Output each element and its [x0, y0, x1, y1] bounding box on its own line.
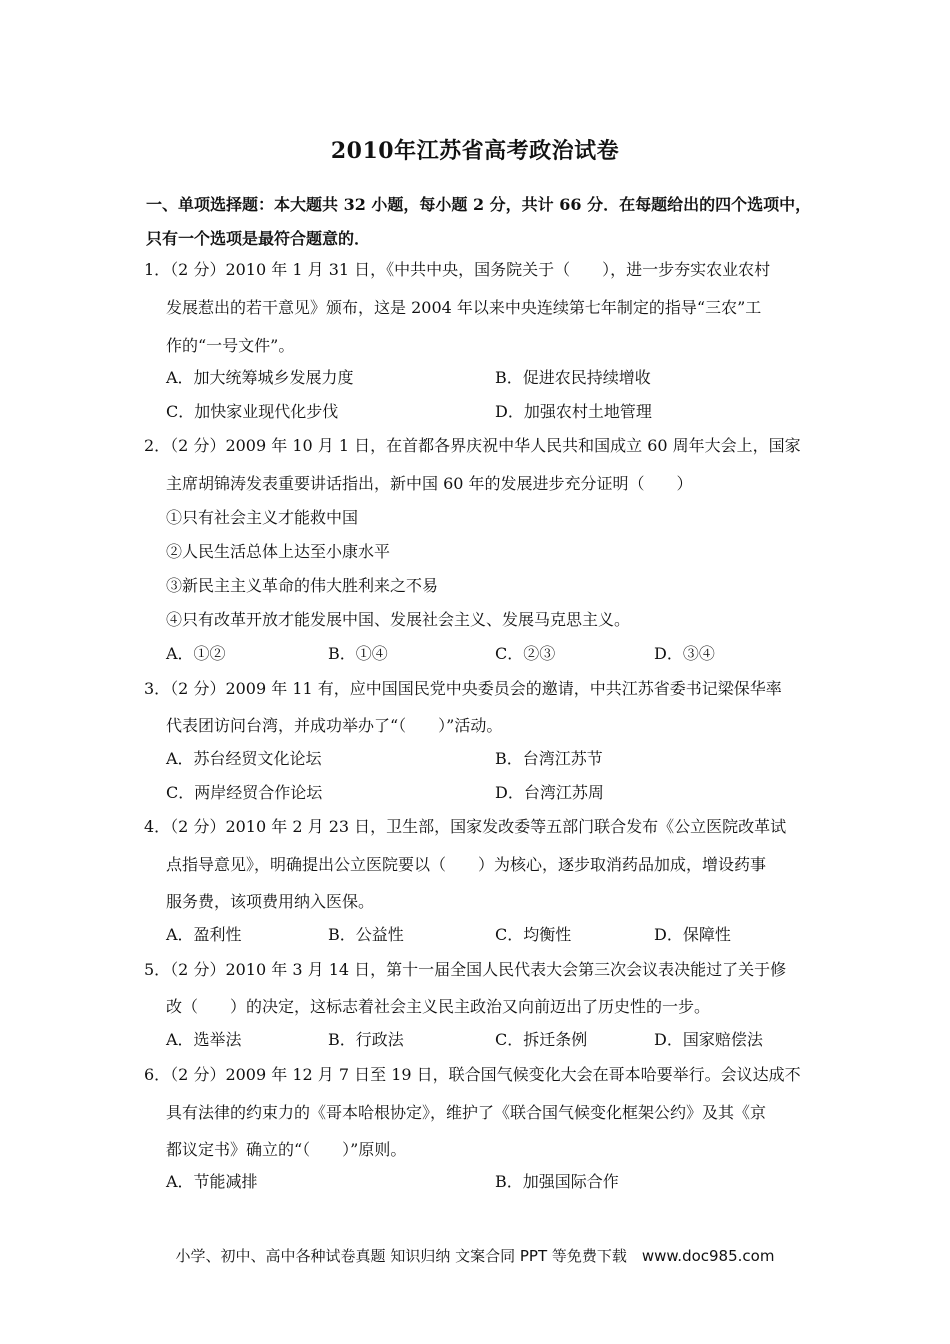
q4-line-3: 服务费，该项费用纳入医保。 [166, 892, 375, 911]
q2-statement-1: ①只有社会主义才能救中国 [166, 508, 359, 527]
q2-statement-3: ③新民主主义革命的伟大胜利来之不易 [166, 576, 439, 595]
q2-statement-4: ④只有改革开放才能发展中国、发展社会主义、发展马克思主义。 [166, 610, 631, 629]
q4-option-a: A．盈利性 [166, 925, 242, 944]
q4-option-c: C．均衡性 [495, 925, 572, 944]
q4-line-1: 4．（2 分）2010 年 2 月 23 日，卫生部，国家发改委等五部门联合发布《公立医院改革试 [144, 817, 787, 836]
q1-option-b: B．促进农民持续增收 [495, 368, 651, 387]
section-heading: 一、单项选择题：本大题共 32 小题，每小题 2 分，共计 66 分．在每题给出的四个选项中，只有一个选项是最符合题意的． [146, 195, 812, 248]
q2-option-a: A．①② [166, 644, 226, 663]
q6-option-b: B．加强国际合作 [495, 1172, 619, 1191]
q5-option-b: B．行政法 [328, 1030, 404, 1049]
q2-statement-2: ②人民生活总体上达至小康水平 [166, 542, 391, 561]
q4-line-2: 点指导意见》，明确提出公立医院要以（ ）为核心，逐步取消药品加成，增设药事 [166, 855, 767, 874]
q6-line-3: 都议定书》确立的“（ ）”原则。 [166, 1140, 407, 1159]
q3-option-d: D．台湾江苏周 [495, 783, 604, 802]
q1-line-3: 作的“一号文件”。 [166, 336, 295, 355]
q3-option-a: A．苏台经贸文化论坛 [166, 749, 322, 768]
q1-option-c: C．加快家业现代化步伐 [166, 402, 339, 421]
q5-option-a: A．选举法 [166, 1030, 242, 1049]
q5-line-2: 改（ ）的决定，这标志着社会主义民主政治又向前迈出了历史性的一步。 [166, 997, 711, 1016]
q3-option-b: B．台湾江苏节 [495, 749, 603, 768]
q6-line-1: 6．（2 分）2009 年 12 月 7 日至 19 日，联合国气候变化大会在哥本哈要举行。会议达成不 [144, 1065, 801, 1084]
q2-option-c: C．②③ [495, 644, 556, 663]
footer-text: 小学、初中、高中各种试卷真题 知识归纳 文案合同 PPT 等免费下载 www.doc985.com [175, 1247, 775, 1265]
q5-line-1: 5．（2 分）2010 年 3 月 14 日，第十一届全国人民代表大会第三次会议表决能过了关于修 [144, 960, 787, 979]
q3-option-c: C．两岸经贸合作论坛 [166, 783, 323, 802]
q4-option-b: B．公益性 [328, 925, 404, 944]
q1-line-1: 1．（2 分）2010 年 1 月 31 日，《中共中央，国务院关于（ ），进一步夯实农业农村 [144, 260, 771, 279]
q1-option-d: D．加强农村土地管理 [495, 402, 652, 421]
q5-option-d: D．国家赔偿法 [654, 1030, 763, 1049]
q6-line-2: 具有法律的约束力的《哥本哈根协定》，维护了《联合国气候变化框架公约》及其《京 [166, 1103, 767, 1122]
q2-line-1: 2．（2 分）2009 年 10 月 1 日，在首都各界庆祝中华人民共和国成立 60 周年大会上，国家 [144, 436, 801, 455]
q5-option-c: C．拆迁条例 [495, 1030, 588, 1049]
q2-option-b: B．①④ [328, 644, 388, 663]
q3-line-1: 3．（2 分）2009 年 11 有，应中国国民党中央委员会的邀请，中共江苏省委书记梁保华率 [144, 679, 782, 698]
q4-option-d: D．保障性 [654, 925, 731, 944]
q1-option-a: A．加大统筹城乡发展力度 [166, 368, 354, 387]
q6-option-a: A．节能减排 [166, 1172, 258, 1191]
q3-line-2: 代表团访问台湾，并成功举办了“（ ）”活动。 [166, 716, 503, 735]
page-title: 2010年江苏省高考政治试卷 [330, 138, 620, 164]
q1-line-2: 发展惹出的若干意见》颁布，这是 2004 年以来中央连续第七年制定的指导“三农”工 [166, 298, 762, 317]
q2-option-d: D．③④ [654, 644, 715, 663]
q2-line-2: 主席胡锦涛发表重要讲话指出，新中国 60 年的发展进步充分证明（ ） [166, 474, 693, 493]
